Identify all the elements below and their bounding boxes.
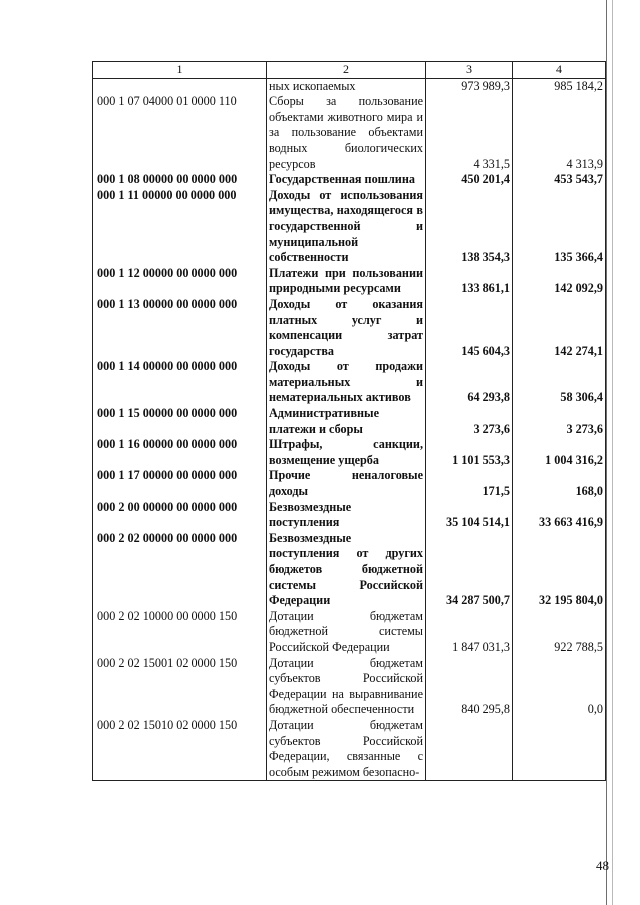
table-row <box>93 297 606 359</box>
value-col4 <box>513 718 606 781</box>
budget-code: 000 2 00 00000 00 0000 000 <box>93 500 267 531</box>
value-col4: 1 004 316,2 <box>513 437 606 468</box>
budget-code: 000 1 11 00000 00 0000 000 <box>93 188 267 266</box>
budget-code: 000 1 17 00000 00 0000 000 <box>93 468 267 499</box>
revenue-name: Государственная пошлина <box>267 172 426 188</box>
value-col3: 840 295,8 <box>426 656 513 718</box>
table-row <box>93 656 606 718</box>
value-col4: 0,0 <box>513 656 606 718</box>
table-row <box>93 718 606 781</box>
value-col4: 58 306,4 <box>513 359 606 406</box>
column-header: 2 <box>267 62 426 79</box>
value-col4: 453 543,7 <box>513 172 606 188</box>
value-col4: 168,0 <box>513 468 606 499</box>
budget-code: 000 1 16 00000 00 0000 000 <box>93 437 267 468</box>
budget-code: 000 1 14 00000 00 0000 000 <box>93 359 267 406</box>
value-col3: 133 861,1 <box>426 266 513 297</box>
value-col4: 3 273,6 <box>513 406 606 437</box>
revenue-name: Доходы от продажи материальных и нематериальных активов <box>267 359 426 406</box>
value-col3 <box>426 718 513 781</box>
revenue-name: Дотации бюджетам субъектов Российской Федерации, связанные с особым режимом безопасно- <box>267 718 426 781</box>
value-col3: 35 104 514,1 <box>426 500 513 531</box>
budget-code: 000 1 08 00000 00 0000 000 <box>93 172 267 188</box>
budget-code: 000 2 02 10000 00 0000 150 <box>93 609 267 656</box>
revenue-name: Дотации бюджетам бюджетной системы Российской Федерации <box>267 609 426 656</box>
value-col3: 171,5 <box>426 468 513 499</box>
value-col3: 145 604,3 <box>426 297 513 359</box>
revenue-name: Платежи при пользовании природными ресурсами <box>267 266 426 297</box>
header-row <box>93 62 606 79</box>
revenue-name: Доходы от использования имущества, находящегося в государственной и муниципальной собственности <box>267 188 426 266</box>
value-col3: 4 331,5 <box>426 94 513 172</box>
table-row <box>93 468 606 499</box>
budget-code: 000 1 12 00000 00 0000 000 <box>93 266 267 297</box>
column-header: 3 <box>426 62 513 79</box>
value-col4: 142 274,1 <box>513 297 606 359</box>
budget-code: 000 1 13 00000 00 0000 000 <box>93 297 267 359</box>
table-row <box>93 266 606 297</box>
value-col3: 973 989,3 <box>426 78 513 94</box>
value-col4: 135 366,4 <box>513 188 606 266</box>
budget-code: 000 2 02 15010 02 0000 150 <box>93 718 267 781</box>
table-row <box>93 437 606 468</box>
revenue-name: Доходы от оказания платных услуг и компенсации затрат государства <box>267 297 426 359</box>
value-col4: 33 663 416,9 <box>513 500 606 531</box>
table-row <box>93 172 606 188</box>
scan-edge-line <box>606 0 607 905</box>
column-header: 4 <box>513 62 606 79</box>
table-row <box>93 78 606 94</box>
revenue-name: Штрафы, санкции, возмещение ущерба <box>267 437 426 468</box>
value-col3: 64 293,8 <box>426 359 513 406</box>
value-col3: 450 201,4 <box>426 172 513 188</box>
revenue-name: Административные платежи и сборы <box>267 406 426 437</box>
budget-table <box>92 61 606 781</box>
value-col3: 1 101 553,3 <box>426 437 513 468</box>
value-col4: 985 184,2 <box>513 78 606 94</box>
column-header: 1 <box>93 62 267 79</box>
value-col4: 142 092,9 <box>513 266 606 297</box>
value-col3: 138 354,3 <box>426 188 513 266</box>
table-row <box>93 531 606 609</box>
table-row <box>93 188 606 266</box>
budget-code: 000 2 02 15001 02 0000 150 <box>93 656 267 718</box>
page-number: 48 <box>596 858 609 873</box>
revenue-name: Безвозмездные поступления <box>267 500 426 531</box>
revenue-name: ных ископаемых <box>267 78 426 94</box>
table-row <box>93 94 606 172</box>
revenue-name: Сборы за пользование объектами животного мира и за пользование объектами водных биологических ресурсов <box>267 94 426 172</box>
table-row <box>93 359 606 406</box>
revenue-name: Прочие неналоговые доходы <box>267 468 426 499</box>
value-col3: 1 847 031,3 <box>426 609 513 656</box>
table-row <box>93 500 606 531</box>
table-row <box>93 406 606 437</box>
value-col4: 922 788,5 <box>513 609 606 656</box>
revenue-name: Дотации бюджетам субъектов Российской Федерации на выравнивание бюджетной обеспеченности <box>267 656 426 718</box>
value-col3: 3 273,6 <box>426 406 513 437</box>
value-col3: 34 287 500,7 <box>426 531 513 609</box>
budget-code: 000 2 02 00000 00 0000 000 <box>93 531 267 609</box>
budget-code: 000 1 07 04000 01 0000 110 <box>93 94 267 172</box>
budget-code <box>93 78 267 94</box>
table-row <box>93 609 606 656</box>
budget-code: 000 1 15 00000 00 0000 000 <box>93 406 267 437</box>
value-col4: 32 195 804,0 <box>513 531 606 609</box>
scan-edge-line <box>612 0 613 905</box>
revenue-name: Безвозмездные поступления от других бюджетов бюджетной системы Российской Федерации <box>267 531 426 609</box>
value-col4: 4 313,9 <box>513 94 606 172</box>
